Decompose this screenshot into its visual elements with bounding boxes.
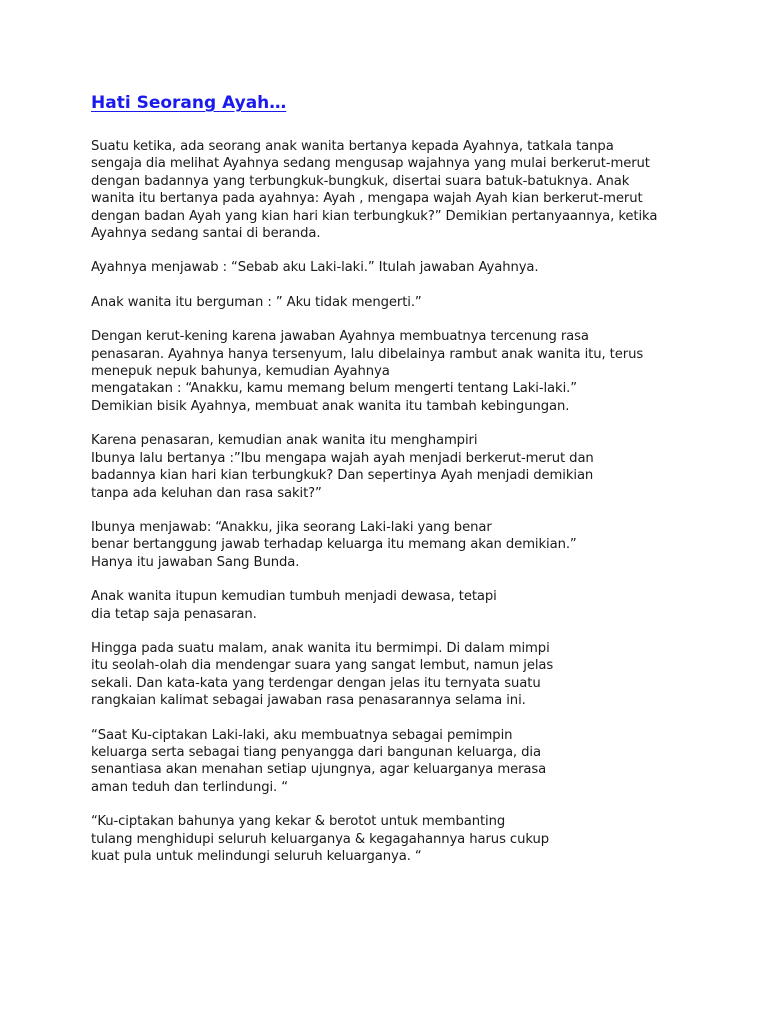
paragraph <box>91 727 691 797</box>
paragraph <box>91 432 691 502</box>
text-line: aman teduh dan terlindungi. “ <box>91 779 288 795</box>
text-line: Ayahnya menjawab : “Sebab aku Laki-laki.” Itulah jawaban Ayahnya. <box>91 260 539 276</box>
text-line: dia tetap saja penasaran. <box>91 606 257 622</box>
text-line: menepuk nepuk bahunya, kemudian Ayahnya <box>91 364 390 380</box>
text-line: dengan badannya yang terbungkuk-bungkuk, disertai suara batuk-batuknya. Anak <box>91 173 630 189</box>
text-line: tulang menghidupi seluruh keluarganya & kegagahannya harus cukup <box>91 831 550 847</box>
paragraph <box>91 294 691 311</box>
text-line: keluarga serta sebagai tiang penyangga dari bangunan keluarga, dia <box>91 744 541 760</box>
text-line: penasaran. Ayahnya hanya tersenyum, lalu dibelainya rambut anak wanita itu, terus <box>91 346 644 362</box>
text-line: dengan badan Ayah yang kian hari kian terbungkuk?” Demikian pertanyaannya, ketika <box>91 208 658 224</box>
text-line: benar bertanggung jawab terhadap keluarga itu memang akan demikian.” <box>91 537 577 553</box>
text-line: Demikian bisik Ayahnya, membuat anak wanita itu tambah kebingungan. <box>91 398 570 414</box>
paragraph <box>91 519 691 571</box>
text-line: senantiasa akan menahan setiap ujungnya, agar keluarganya merasa <box>91 762 547 778</box>
text-line: tanpa ada keluhan dan rasa sakit?” <box>91 485 322 501</box>
text-line: Ayahnya sedang santai di beranda. <box>91 226 321 242</box>
article-title-link[interactable]: Hati Seorang Ayah… <box>91 93 287 113</box>
article-body <box>91 138 691 865</box>
text-line: Ibunya lalu bertanya :”Ibu mengapa wajah ayah menjadi berkerut-merut dan <box>91 450 594 466</box>
paragraph <box>91 138 691 242</box>
text-line: Ibunya menjawab: “Anakku, jika seorang Laki-laki yang benar <box>91 519 492 535</box>
text-line: badannya kian hari kian terbungkuk? Dan sepertinya Ayah menjadi demikian <box>91 468 594 484</box>
paragraph <box>91 259 691 276</box>
text-line: Karena penasaran, kemudian anak wanita itu menghampiri <box>91 433 478 449</box>
text-line: Hingga pada suatu malam, anak wanita itu bermimpi. Di dalam mimpi <box>91 640 550 656</box>
text-line: itu seolah-olah dia mendengar suara yang sangat lembut, namun jelas <box>91 658 554 674</box>
text-line: “Ku-ciptakan bahunya yang kekar & berotot untuk membanting <box>91 814 506 830</box>
paragraph <box>91 588 691 623</box>
text-line: sekali. Dan kata-kata yang terdengar dengan jelas itu ternyata suatu <box>91 675 541 691</box>
text-line: Suatu ketika, ada seorang anak wanita bertanya kepada Ayahnya, tatkala tanpa <box>91 139 614 154</box>
text-line: “Saat Ku-ciptakan Laki-laki, aku membuatnya sebagai pemimpin <box>91 727 513 743</box>
text-line: Anak wanita itu berguman : ” Aku tidak mengerti.” <box>91 294 422 310</box>
paragraph <box>91 640 691 710</box>
paragraph <box>91 328 691 415</box>
text-line: kuat pula untuk melindungi seluruh keluarganya. “ <box>91 849 422 864</box>
paragraph <box>91 813 691 865</box>
text-line: Dengan kerut-kening karena jawaban Ayahnya membuatnya tercenung rasa <box>91 329 589 345</box>
text-line: mengatakan : “Anakku, kamu memang belum mengerti tentang Laki-laki.” <box>91 381 577 397</box>
text-line: rangkaian kalimat sebagai jawaban rasa penasarannya selama ini. <box>91 693 526 709</box>
text-line: sengaja dia melihat Ayahnya sedang mengusap wajahnya yang mulai berkerut-merut <box>91 156 650 172</box>
document-page <box>91 90 691 882</box>
text-line: Hanya itu jawaban Sang Bunda. <box>91 554 300 570</box>
text-line: Anak wanita itupun kemudian tumbuh menjadi dewasa, tetapi <box>91 589 497 605</box>
text-line: wanita itu bertanya pada ayahnya: Ayah , mengapa wajah Ayah kian berkerut-merut <box>91 191 643 207</box>
